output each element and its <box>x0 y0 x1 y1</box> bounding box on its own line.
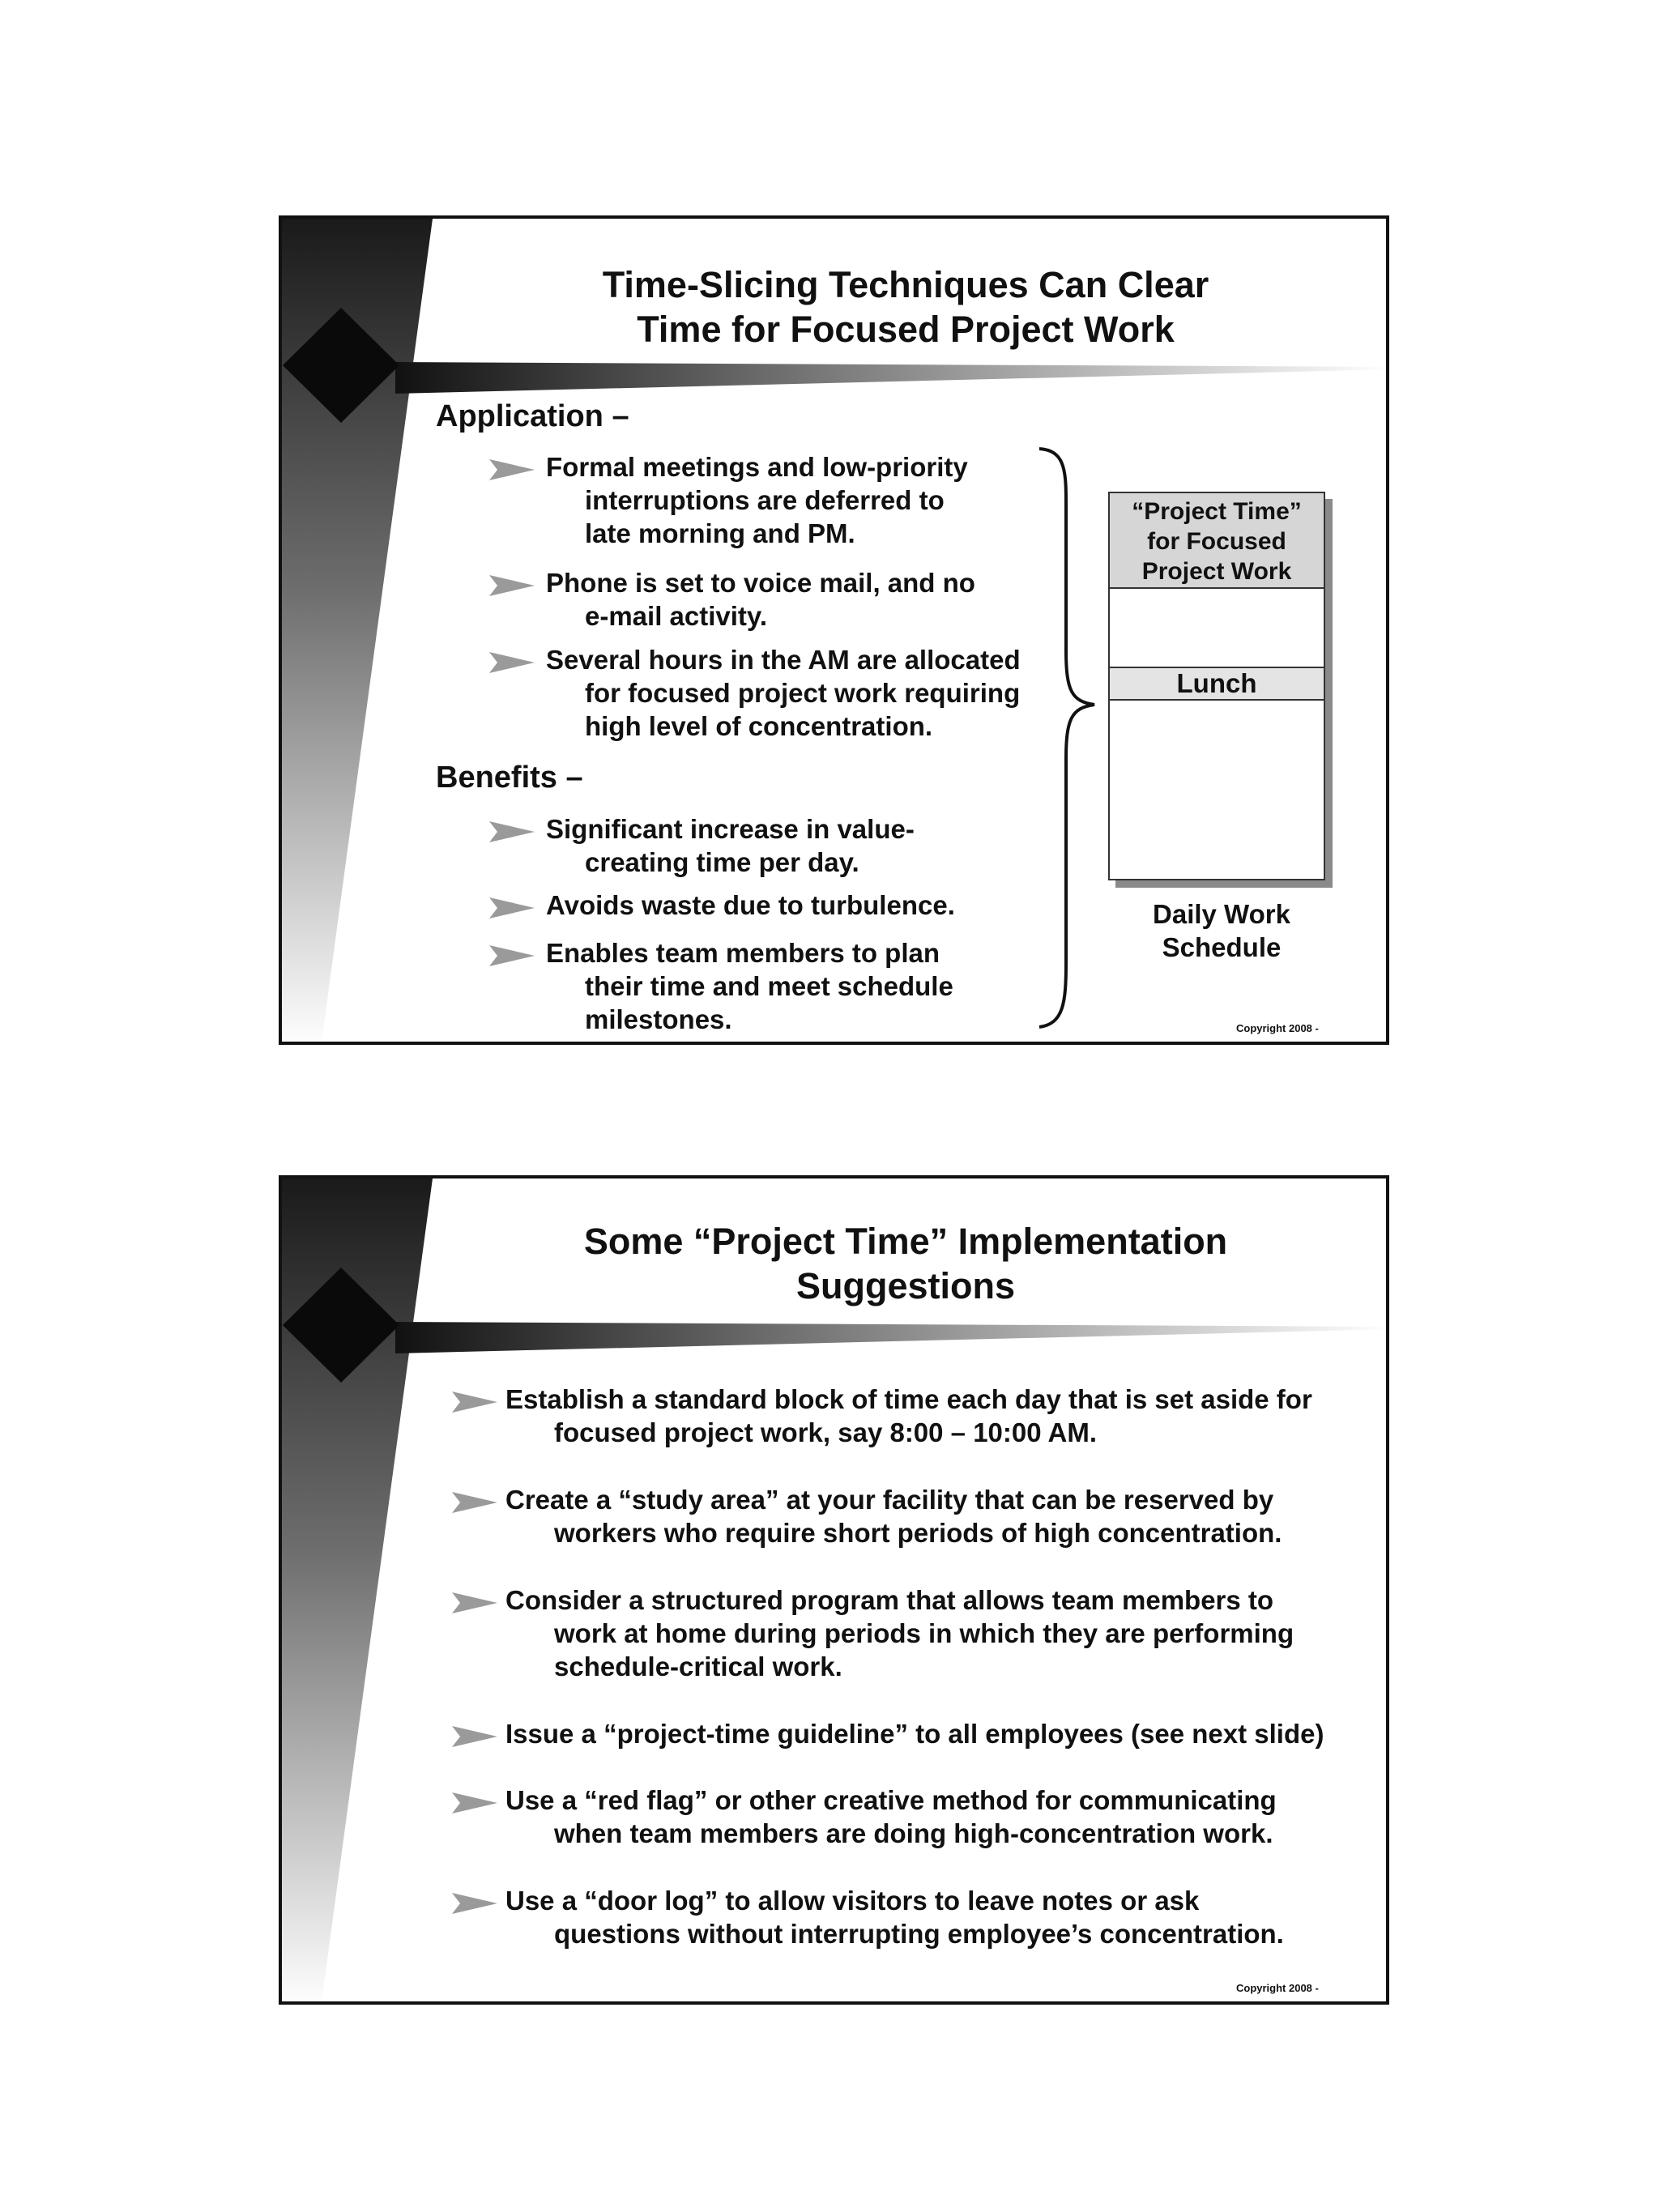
project-time-label: Project Work <box>1141 558 1292 585</box>
bullet-arrow-icon <box>489 820 535 843</box>
bullet-arrow-icon <box>452 1391 497 1413</box>
benefits-bullet-3 <box>546 936 953 1036</box>
slide-title <box>460 1219 1351 1308</box>
bullet-line: Use a “red flag” or other creative method for communicating <box>505 1785 1277 1815</box>
curly-brace-icon <box>1031 444 1104 1035</box>
project-time-label: for Focused <box>1147 528 1286 555</box>
suggestion-bullet-5 <box>505 1784 1277 1850</box>
schedule-caption <box>1124 897 1319 964</box>
copyright-notice: Copyright 2008 - <box>1236 1022 1319 1034</box>
bullet-line: focused project work, say 8:00 – 10:00 AM. <box>554 1417 1098 1447</box>
bullet-line: Significant increase in value- <box>546 814 915 844</box>
benefits-bullet-1 <box>546 812 915 879</box>
bullet-line: e-mail activity. <box>585 601 767 631</box>
bullet-line: Establish a standard block of time each day that is set aside for <box>505 1384 1312 1414</box>
title-line-1: Time-Slicing Techniques Can Clear <box>602 264 1209 305</box>
application-bullet-1 <box>546 450 968 550</box>
suggestion-bullet-1 <box>505 1383 1312 1449</box>
bullet-line: Formal meetings and low-priority <box>546 452 968 482</box>
bullet-arrow-icon <box>489 574 535 597</box>
bullet-line: questions without interrupting employee’s concentration. <box>554 1919 1284 1949</box>
bullet-line: work at home during periods in which they are performing <box>554 1618 1294 1648</box>
bullet-line: creating time per day. <box>585 847 859 877</box>
slide-2 <box>279 1175 1389 2005</box>
bullet-line: Avoids waste due to turbulence. <box>546 890 955 920</box>
daily-work-schedule-diagram <box>1108 492 1325 880</box>
horizontal-gradient-bar <box>395 1322 1386 1353</box>
bullet-arrow-icon <box>452 1592 497 1614</box>
copyright-notice: Copyright 2008 - <box>1236 1982 1319 1994</box>
bullet-line: late morning and PM. <box>585 518 855 548</box>
bullet-line: high level of concentration. <box>585 711 933 741</box>
bullet-arrow-icon <box>452 1725 497 1748</box>
schedule-caption-line: Daily Work <box>1153 899 1290 929</box>
suggestion-bullet-3 <box>505 1583 1294 1683</box>
bullet-line: interruptions are deferred to <box>585 485 945 515</box>
project-time-label: “Project Time” <box>1132 498 1302 525</box>
application-bullet-2 <box>546 566 975 633</box>
bullet-line: when team members are doing high-concentration work. <box>554 1818 1273 1848</box>
bullet-arrow-icon <box>489 651 535 674</box>
bullet-line: workers who require short periods of high concentration. <box>554 1518 1282 1548</box>
slide-title <box>460 262 1351 352</box>
project-time-block <box>1110 493 1324 589</box>
bullet-arrow-icon <box>452 1491 497 1514</box>
bullet-line: for focused project work requiring <box>585 678 1021 708</box>
application-bullet-3 <box>546 643 1021 743</box>
schedule-box <box>1108 492 1325 880</box>
benefits-bullet-2 <box>546 889 955 922</box>
schedule-caption-line: Schedule <box>1162 932 1282 962</box>
bullet-line: Several hours in the AM are allocated <box>546 645 1021 675</box>
bullet-line: Use a “door log” to allow visitors to leave notes or ask <box>505 1886 1200 1916</box>
application-heading: Application – <box>436 399 629 433</box>
bullet-line: Enables team members to plan <box>546 938 940 968</box>
bullet-line: milestones. <box>585 1004 732 1034</box>
bullet-arrow-icon <box>489 897 535 919</box>
title-line-2: Time for Focused Project Work <box>637 309 1175 350</box>
bullet-line: Issue a “project-time guideline” to all employees (see next slide) <box>505 1719 1324 1749</box>
bullet-line: Phone is set to voice mail, and no <box>546 568 975 598</box>
horizontal-gradient-bar <box>395 362 1386 394</box>
bullet-line: their time and meet schedule <box>585 971 953 1001</box>
bullet-line: Create a “study area” at your facility that can be reserved by <box>505 1485 1274 1515</box>
bullet-line: schedule-critical work. <box>554 1652 842 1681</box>
bullet-arrow-icon <box>489 944 535 967</box>
bullet-arrow-icon <box>452 1892 497 1915</box>
suggestion-bullet-6 <box>505 1884 1284 1950</box>
bullet-arrow-icon <box>489 458 535 481</box>
bullet-line: Consider a structured program that allows team members to <box>505 1585 1274 1615</box>
benefits-heading: Benefits – <box>436 761 583 795</box>
slide-1 <box>279 215 1389 1045</box>
lunch-block: Lunch <box>1110 667 1324 701</box>
title-line-2: Suggestions <box>795 1265 1016 1306</box>
bullet-arrow-icon <box>452 1792 497 1814</box>
suggestion-bullet-2 <box>505 1483 1282 1549</box>
title-line-1: Some “Project Time” Implementation <box>583 1221 1228 1262</box>
suggestion-bullet-4 <box>505 1717 1324 1750</box>
